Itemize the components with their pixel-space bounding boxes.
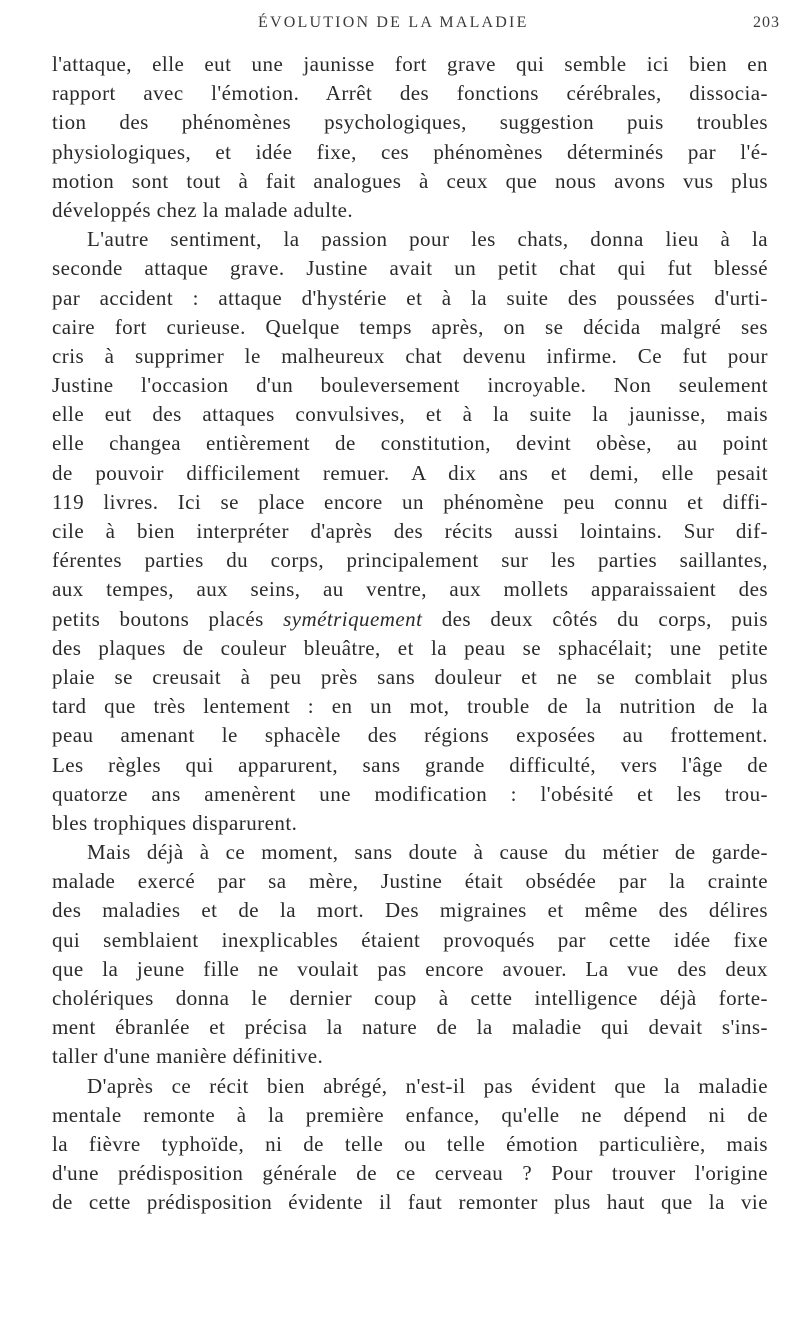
text-line: L'autre sentiment, la passion pour les chats, donna lieu à la: [87, 227, 768, 252]
text-line: développés chez la malade adulte.: [52, 197, 354, 222]
text-line: D'après ce récit bien abrégé, n'est-il pas évident que la maladie: [87, 1073, 768, 1098]
text-line: mentale remonte à la première enfance, qu'elle ne dépend ni de: [52, 1102, 768, 1127]
text-line: quatorze ans amenèrent une modification : l'obésité et les trou-: [52, 781, 768, 806]
text-line: malade exercé par sa mère, Justine était obsédée par la crainte: [52, 869, 768, 894]
text-line: férentes parties du corps, principalement sur les parties saillantes,: [52, 548, 768, 573]
text-line: ment ébranlée et précisa la nature de la maladie qui devait s'ins-: [52, 1015, 768, 1040]
text-line: seconde attaque grave. Justine avait un petit chat qui fut blessé: [52, 256, 768, 281]
text-line: motion sont tout à fait analogues à ceux que nous avons vus plus: [52, 168, 768, 193]
text-line: qui semblaient inexplicables étaient provoqués par cette idée fixe: [52, 927, 768, 952]
italic-emphasis: symétriquement: [283, 606, 423, 631]
text-line: cris à supprimer le malheureux chat devenu infirme. Ce fut pour: [52, 343, 768, 368]
text-line: plaie se creusait à peu près sans douleur et ne se comblait plus: [52, 664, 768, 689]
text-line: par accident : attaque d'hystérie et à la suite des poussées d'urti-: [52, 285, 768, 310]
text-line: de pouvoir difficilement remuer. A dix ans et demi, elle pesait: [52, 460, 768, 485]
text-line: cholériques donna le dernier coup à cette intelligence déjà forte-: [52, 986, 768, 1010]
text-run: petits boutons placés: [52, 606, 284, 631]
text-line: des plaques de couleur bleuâtre, et la peau se sphacélait; une petite: [52, 635, 768, 660]
text-line: des maladies et de la mort. Des migraines et même des délires: [52, 898, 768, 923]
text-line: l'attaque, elle eut une jaunisse fort grave qui semble ici bien en: [52, 52, 768, 76]
text-line: elle changea entièrement de constitution, devint obèse, au point: [52, 431, 768, 456]
text-line: physiologiques, et idée fixe, ces phénomènes déterminés par l'é-: [52, 139, 768, 164]
text-line: caire fort curieuse. Quelque temps après, on se décida malgré ses: [52, 314, 768, 339]
text-line: bles trophiques disparurent.: [52, 810, 298, 835]
text-line: aux tempes, aux seins, au ventre, aux mollets apparaissaient des: [52, 577, 768, 602]
page-number: 203: [753, 14, 780, 31]
text-line: elle eut des attaques convulsives, et à la suite la jaunisse, mais: [52, 402, 768, 427]
text-line: taller d'une manière définitive.: [52, 1044, 324, 1069]
text-line: Les règles qui apparurent, sans grande difficulté, vers l'âge de: [52, 752, 768, 777]
text-line: cile à bien interpréter d'après des récits aussi lointains. Sur dif-: [52, 519, 768, 543]
text-line: Mais déjà à ce moment, sans doute à cause du métier de garde-: [87, 840, 768, 865]
text-line: d'une prédisposition générale de ce cerveau ? Pour trouver l'origine: [52, 1161, 768, 1186]
text-line: de cette prédisposition évidente il faut remonter plus haut que la vie: [52, 1190, 768, 1215]
running-head: ÉVOLUTION DE LA MALADIE: [258, 14, 529, 31]
text-run: des deux côtés du corps, puis: [422, 606, 768, 631]
text-line: rapport avec l'émotion. Arrêt des fonctions cérébrales, dissocia-: [52, 81, 768, 106]
text-line: [52, 605, 768, 634]
text-line: tion des phénomènes psychologiques, suggestion puis troubles: [52, 110, 768, 135]
body-text: [52, 50, 768, 1218]
text-line: la fièvre typhoïde, ni de telle ou telle émotion particulière, mais: [52, 1131, 768, 1156]
text-line: peau amenant le sphacèle des régions exposées au frottement.: [52, 723, 768, 748]
text-line: Justine l'occasion d'un bouleversement incroyable. Non seulement: [52, 373, 768, 398]
text-line: tard que très lentement : en un mot, trouble de la nutrition de la: [52, 694, 768, 719]
text-line: 119 livres. Ici se place encore un phénomène peu connu et diffi-: [52, 489, 768, 514]
text-line: que la jeune fille ne voulait pas encore avouer. La vue des deux: [52, 956, 768, 981]
